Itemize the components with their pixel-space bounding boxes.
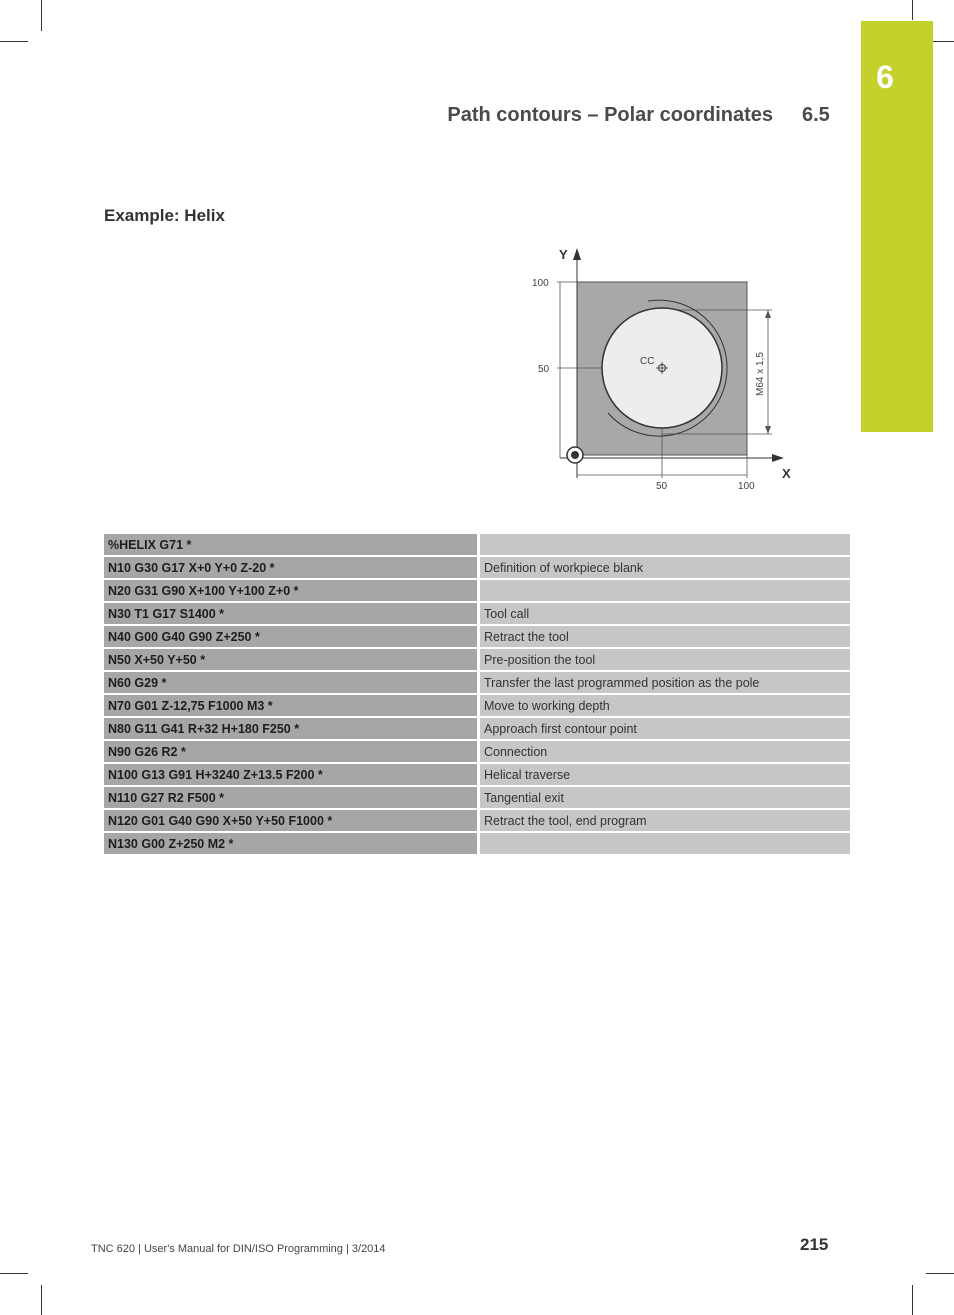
program-description: Definition of workpiece blank [477,557,850,578]
program-description [477,580,850,601]
table-row [104,695,850,716]
crop-mark [41,0,42,31]
program-code: N40 G00 G40 G90 Z+250 * [104,626,477,647]
program-code: N130 G00 Z+250 M2 * [104,833,477,854]
program-description: Tool call [477,603,850,624]
program-table [104,532,850,856]
program-code: N70 G01 Z-12,75 F1000 M3 * [104,695,477,716]
crop-mark [926,1273,954,1274]
table-row [104,672,850,693]
footer-text: TNC 620 | User's Manual for DIN/ISO Programming | 3/2014 [91,1243,386,1255]
program-code: N30 T1 G17 S1400 * [104,603,477,624]
program-code: N50 X+50 Y+50 * [104,649,477,670]
table-row [104,718,850,739]
table-row [104,557,850,578]
program-description [477,534,850,555]
program-code: N60 G29 * [104,672,477,693]
crop-mark [0,1273,28,1274]
table-row [104,764,850,785]
page-header-section: 6.5 [802,104,830,126]
thread-label: M64 x 1,5 [755,352,766,396]
helix-diagram [520,238,810,498]
program-description: Transfer the last programmed position as the pole [477,672,850,693]
program-description: Move to working depth [477,695,850,716]
origin-marker-inner [571,451,579,459]
crop-mark [912,0,913,20]
x-axis-label: X [782,466,791,481]
y-axis-arrow [573,248,581,260]
program-code: N110 G27 R2 F500 * [104,787,477,808]
program-description [477,833,850,854]
program-description: Helical traverse [477,764,850,785]
center-label: CC [640,356,655,367]
table-row [104,534,850,555]
x-tick-label: 100 [738,481,755,492]
x-tick-label: 50 [656,481,668,492]
table-row [104,787,850,808]
table-row [104,626,850,647]
program-description: Connection [477,741,850,762]
program-code: N120 G01 G40 G90 X+50 Y+50 F1000 * [104,810,477,831]
program-code: N100 G13 G91 H+3240 Z+13.5 F200 * [104,764,477,785]
crop-mark [0,41,28,42]
y-tick-label: 50 [538,364,550,375]
thread-dim-arrow-bottom [765,426,771,434]
program-description: Retract the tool [477,626,850,647]
table-row [104,810,850,831]
crop-mark [912,1285,913,1315]
crop-mark [41,1285,42,1315]
program-code: N90 G26 R2 * [104,741,477,762]
program-description: Tangential exit [477,787,850,808]
program-code: N20 G31 G90 X+100 Y+100 Z+0 * [104,580,477,601]
program-description: Pre-position the tool [477,649,850,670]
program-code: N10 G30 G17 X+0 Y+0 Z-20 * [104,557,477,578]
table-row [104,741,850,762]
chapter-number: 6 [876,59,894,95]
page-header-title: Path contours – Polar coordinates [447,104,773,126]
program-code: N80 G11 G41 R+32 H+180 F250 * [104,718,477,739]
program-description: Approach first contour point [477,718,850,739]
program-code: %HELIX G71 * [104,534,477,555]
table-row [104,603,850,624]
thread-dim-arrow-top [765,310,771,318]
table-row [104,580,850,601]
program-description: Retract the tool, end program [477,810,850,831]
chapter-tab [861,21,933,432]
y-axis-label: Y [559,247,568,262]
table-row [104,833,850,854]
x-axis-arrow [772,454,784,462]
page-number: 215 [800,1235,829,1254]
y-tick-label: 100 [532,278,549,289]
table-row [104,649,850,670]
example-heading: Example: Helix [104,206,225,225]
